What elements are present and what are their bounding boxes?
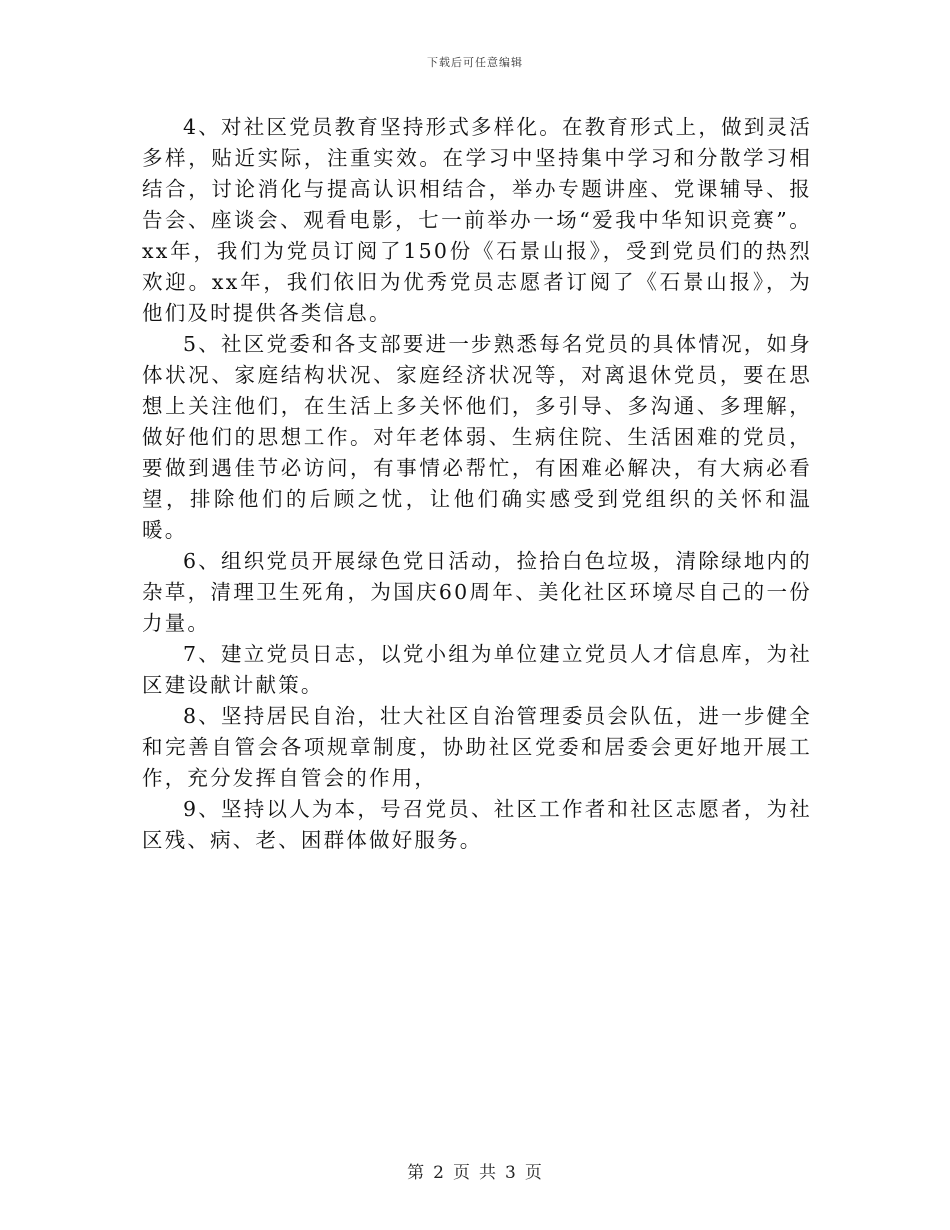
document-body [142,112,812,856]
page-header: 下载后可任意编辑 [427,56,523,69]
footer-prefix: 第 [407,1163,426,1183]
footer-total-pages: 3 [505,1163,517,1183]
footer-current-page: 2 [433,1163,445,1183]
paragraph-item-6: 6、组织党员开展绿色党日活动，捡拾白色垃圾，清除绿地内的杂草，清理卫生死角，为国庆60周年、美化社区环境尽自己的一份力量。 [142,549,812,635]
footer-suffix: 页 [524,1163,543,1183]
page-footer [0,1158,950,1183]
footer-page-word: 页 [453,1163,471,1183]
paragraph-item-4: 4、对社区党员教育坚持形式多样化。在教育形式上，做到灵活多样，贴近实际，注重实效。在学习中坚持集中学习和分散学习相结合，讨论消化与提高认识相结合，举办专题讲座、党课辅导、报告会、座谈会、观看电影，七一前举办一场“爱我中华知识竞赛”。xx年，我们为党员订阅了150份《石景山报》，受到党员们的热烈欢迎。xx年，我们依旧为优秀党员志愿者订阅了《石景山报》，为他们及时提供各类信息。 [142,115,812,325]
paragraph-item-9: 9、坚持以人为本，号召党员、社区工作者和社区志愿者，为社区残、病、老、困群体做好服务。 [142,797,812,852]
paragraph-item-7: 7、建立党员日志，以党小组为单位建立党员人才信息库，为社区建设献计献策。 [142,642,812,697]
footer-total-word: 共 [479,1163,497,1183]
paragraph-item-8: 8、坚持居民自治，壮大社区自治管理委员会队伍，进一步健全和完善自管会各项规章制度，协助社区党委和居委会更好地开展工作，充分发挥自管会的作用， [142,704,812,790]
paragraph-item-5: 5、社区党委和各支部要进一步熟悉每名党员的具体情况，如身体状况、家庭结构状况、家庭经济状况等，对离退休党员，要在思想上关注他们，在生活上多关怀他们，多引导、多沟通、多理解，做好他们的思想工作。对年老体弱、生病住院、生活困难的党员，要做到遇佳节必访问，有事情必帮忙，有困难必解决，有大病必看望，排除他们的后顾之忧，让他们确实感受到党组织的关怀和温暖。 [142,332,812,542]
